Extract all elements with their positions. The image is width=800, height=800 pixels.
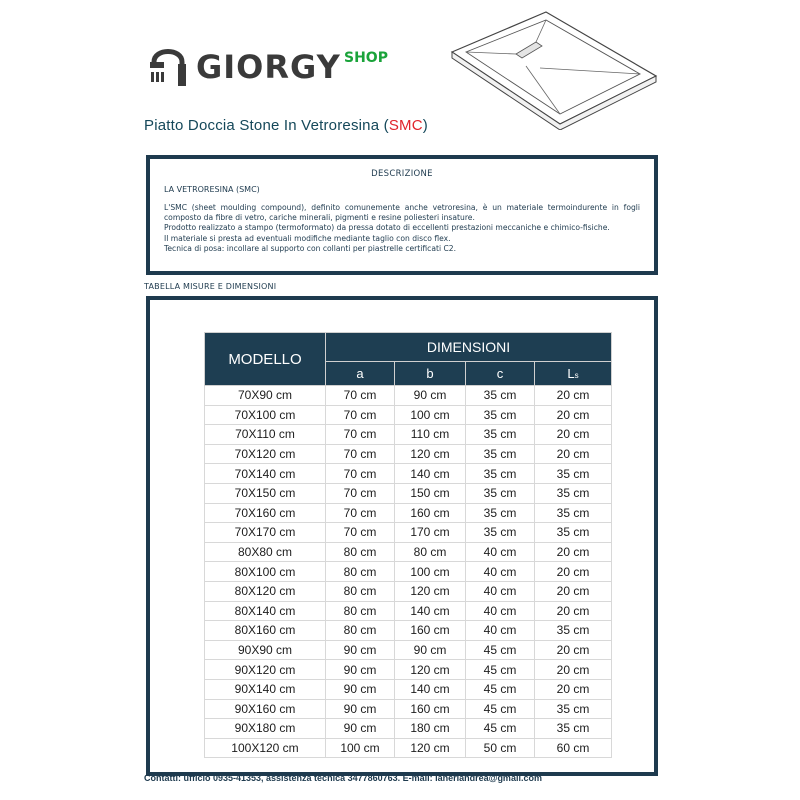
cell-ls: 20 cm	[535, 679, 612, 699]
cell-b: 160 cm	[395, 621, 466, 641]
cell-c: 40 cm	[466, 621, 535, 641]
cell-model: 80X80 cm	[205, 542, 326, 562]
table-row	[205, 699, 612, 719]
cell-ls: 20 cm	[535, 601, 612, 621]
cell-a: 80 cm	[326, 621, 395, 641]
cell-b: 110 cm	[395, 425, 466, 445]
cell-ls: 35 cm	[535, 464, 612, 484]
cell-b: 100 cm	[395, 562, 466, 582]
cell-ls: 20 cm	[535, 581, 612, 601]
cell-b: 100 cm	[395, 405, 466, 425]
cell-model: 70X110 cm	[205, 425, 326, 445]
table-row	[205, 601, 612, 621]
cell-c: 35 cm	[466, 503, 535, 523]
cell-a: 70 cm	[326, 503, 395, 523]
cell-c: 35 cm	[466, 483, 535, 503]
table-row	[205, 386, 612, 406]
column-header-b: b	[395, 362, 466, 386]
cell-c: 40 cm	[466, 542, 535, 562]
cell-b: 120 cm	[395, 581, 466, 601]
cell-a: 90 cm	[326, 699, 395, 719]
cell-ls: 35 cm	[535, 699, 612, 719]
cell-ls: 60 cm	[535, 738, 612, 758]
description-subheading: LA VETRORESINA (SMC)	[164, 185, 260, 194]
cell-model: 70X100 cm	[205, 405, 326, 425]
column-header-ls: Ls	[535, 362, 612, 386]
cell-b: 120 cm	[395, 444, 466, 464]
contacts-line: Contatti: ufficio 0935-41353, assistenza tecnica 3477860763. E-mail: laneriandrea@gmail.com	[144, 773, 542, 783]
cell-model: 100X120 cm	[205, 738, 326, 758]
cell-a: 90 cm	[326, 719, 395, 739]
cell-c: 45 cm	[466, 679, 535, 699]
cell-a: 70 cm	[326, 425, 395, 445]
cell-model: 70X150 cm	[205, 483, 326, 503]
cell-model: 70X90 cm	[205, 386, 326, 406]
cell-model: 70X160 cm	[205, 503, 326, 523]
column-header-c: c	[466, 362, 535, 386]
cell-model: 90X120 cm	[205, 660, 326, 680]
cell-model: 90X90 cm	[205, 640, 326, 660]
table-row	[205, 621, 612, 641]
cell-b: 80 cm	[395, 542, 466, 562]
brand-name: GIORGY	[196, 48, 341, 86]
description-paragraph: Tecnica di posa: incollare al supporto con collanti per piastrelle certificati C2.	[164, 243, 457, 253]
cell-b: 120 cm	[395, 738, 466, 758]
table-row	[205, 640, 612, 660]
table-row	[205, 405, 612, 425]
cell-a: 70 cm	[326, 464, 395, 484]
table-row	[205, 581, 612, 601]
cell-b: 120 cm	[395, 660, 466, 680]
table-row	[205, 542, 612, 562]
cell-ls: 20 cm	[535, 444, 612, 464]
cell-b: 160 cm	[395, 699, 466, 719]
description-paragraph: Il materiale si presta ad eventuali modifiche mediante taglio con disco flex.	[164, 233, 451, 243]
cell-ls: 35 cm	[535, 621, 612, 641]
cell-a: 80 cm	[326, 601, 395, 621]
product-title-highlight: SMC	[388, 117, 423, 134]
table-label: TABELLA MISURE E DIMENSIONI	[144, 282, 277, 291]
cell-model: 70X140 cm	[205, 464, 326, 484]
product-title: Piatto Doccia Stone In Vetroresina (SMC)	[144, 117, 428, 134]
cell-ls: 20 cm	[535, 542, 612, 562]
cell-a: 70 cm	[326, 386, 395, 406]
description-heading: DESCRIZIONE	[371, 169, 433, 179]
cell-ls: 20 cm	[535, 562, 612, 582]
table-row	[205, 719, 612, 739]
cell-b: 140 cm	[395, 601, 466, 621]
table-row	[205, 738, 612, 758]
cell-c: 40 cm	[466, 601, 535, 621]
table-row	[205, 660, 612, 680]
table-row	[205, 444, 612, 464]
cell-a: 70 cm	[326, 405, 395, 425]
description-paragraph: L'SMC (sheet moulding compound), definito comunemente anche vetroresina, è un materiale termoindurente in fogli composto da fibre di vetro, cariche minerali, pigmenti e resine poliesteri insature.	[164, 203, 640, 223]
cell-b: 180 cm	[395, 719, 466, 739]
cell-c: 35 cm	[466, 425, 535, 445]
table-row	[205, 425, 612, 445]
description-paragraph: Prodotto realizzato a stampo (termoformato) da pressa dotato di eccellenti prestazioni meccaniche e chimico-fisiche.	[164, 223, 610, 233]
cell-b: 140 cm	[395, 679, 466, 699]
description-body	[164, 203, 640, 254]
table-row	[205, 562, 612, 582]
cell-c: 35 cm	[466, 386, 535, 406]
table-row	[205, 483, 612, 503]
brand-logo	[148, 36, 408, 96]
cell-a: 70 cm	[326, 483, 395, 503]
cell-c: 40 cm	[466, 581, 535, 601]
cell-c: 35 cm	[466, 405, 535, 425]
cell-c: 35 cm	[466, 444, 535, 464]
shower-tray-illustration	[448, 6, 660, 130]
cell-a: 80 cm	[326, 542, 395, 562]
cell-c: 35 cm	[466, 464, 535, 484]
table-row	[205, 679, 612, 699]
cell-model: 80X120 cm	[205, 581, 326, 601]
description-box	[146, 155, 658, 275]
dimensions-header: DIMENSIONI	[326, 333, 612, 362]
model-header: MODELLO	[205, 333, 326, 386]
cell-ls: 20 cm	[535, 386, 612, 406]
cell-a: 80 cm	[326, 581, 395, 601]
table-row	[205, 523, 612, 543]
cell-ls: 20 cm	[535, 660, 612, 680]
cell-c: 40 cm	[466, 562, 535, 582]
cell-model: 70X120 cm	[205, 444, 326, 464]
cell-ls: 35 cm	[535, 483, 612, 503]
cell-c: 45 cm	[466, 640, 535, 660]
cell-c: 35 cm	[466, 523, 535, 543]
brand-suffix: SHOP	[344, 50, 388, 66]
cell-a: 100 cm	[326, 738, 395, 758]
cell-ls: 20 cm	[535, 405, 612, 425]
cell-model: 80X160 cm	[205, 621, 326, 641]
cell-c: 45 cm	[466, 719, 535, 739]
cell-model: 80X100 cm	[205, 562, 326, 582]
cell-a: 80 cm	[326, 562, 395, 582]
cell-ls: 35 cm	[535, 503, 612, 523]
cell-model: 90X160 cm	[205, 699, 326, 719]
shower-head-icon	[148, 40, 188, 92]
column-header-a: a	[326, 362, 395, 386]
cell-b: 90 cm	[395, 640, 466, 660]
cell-a: 90 cm	[326, 679, 395, 699]
cell-b: 150 cm	[395, 483, 466, 503]
cell-ls: 35 cm	[535, 719, 612, 739]
cell-a: 90 cm	[326, 640, 395, 660]
cell-model: 90X180 cm	[205, 719, 326, 739]
cell-b: 140 cm	[395, 464, 466, 484]
cell-b: 160 cm	[395, 503, 466, 523]
cell-model: 90X140 cm	[205, 679, 326, 699]
cell-c: 45 cm	[466, 660, 535, 680]
cell-a: 70 cm	[326, 444, 395, 464]
cell-ls: 35 cm	[535, 523, 612, 543]
cell-b: 90 cm	[395, 386, 466, 406]
cell-a: 70 cm	[326, 523, 395, 543]
cell-ls: 20 cm	[535, 640, 612, 660]
cell-ls: 20 cm	[535, 425, 612, 445]
dimensions-table-box	[146, 296, 658, 776]
table-row	[205, 464, 612, 484]
cell-b: 170 cm	[395, 523, 466, 543]
cell-model: 80X140 cm	[205, 601, 326, 621]
dimensions-table	[204, 332, 612, 758]
cell-c: 45 cm	[466, 699, 535, 719]
cell-c: 50 cm	[466, 738, 535, 758]
table-row	[205, 503, 612, 523]
cell-a: 90 cm	[326, 660, 395, 680]
dimensions-table-body	[205, 386, 612, 758]
cell-model: 70X170 cm	[205, 523, 326, 543]
